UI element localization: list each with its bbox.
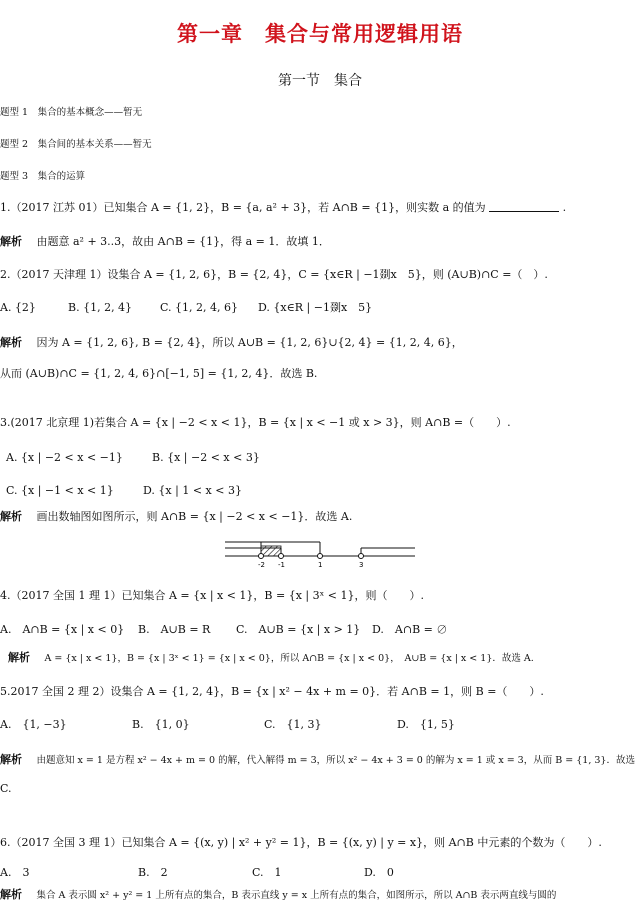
q5-option-b: B. {1, 0} (132, 718, 190, 731)
q3-solution-text: 画出数轴图如图所示，则 A∩B = {x | −2 < x < −1}．故选 A. (36, 510, 353, 523)
point-1 (318, 554, 323, 559)
q3-option-b: B. {x | −2 < x < 3} (152, 451, 260, 464)
q5-solution-text-1: 由题意知 x = 1 是方程 x² − 4x + m = 0 的解，代入解得 m = 3，所以 x² − 4x + 3 = 0 的解为 x = 1 或 x = 3，从而 B = {1, 3}．故选 (36, 755, 635, 766)
q3-option-d: D. {x | 1 < x < 3} (143, 484, 242, 497)
q5-solution-line-2: C. (0, 782, 12, 795)
q6-option-b: B. 2 (138, 866, 168, 879)
q5-solution-line-1 (0, 753, 640, 768)
q2-solution-line-2: 从而 (A∪B)∩C = {1, 2, 4, 6}∩[−1, 5] = {1, 2, 4}．故选 B. (0, 367, 318, 380)
tick-label-neg1: -1 (278, 561, 285, 569)
q5-stem: 5.2017 全国 2 理 2）设集合 A = {1, 2, 4}，B = {x | x² − 4x + m = 0}．若 A∩B = 1，则 B =（ ）. (0, 685, 544, 698)
q4-solution (8, 651, 534, 666)
q6-option-a: A. 3 (0, 866, 30, 879)
q1-solution-label: 解析 (0, 235, 22, 248)
q1-solution (0, 235, 330, 249)
type-2-heading: 题型 2 集合间的基本关系——暂无 (0, 139, 152, 150)
tick-label-1: 1 (318, 561, 323, 569)
type-1-heading: 题型 1 集合的基本概念——暂无 (0, 107, 143, 118)
q1-stem-line (0, 201, 566, 215)
q4-option-b: B. A∪B = R (138, 623, 211, 636)
tick-label-3: 3 (359, 561, 364, 569)
q3-option-c: C. {x | −1 < x < 1} (6, 484, 114, 497)
q5-option-a: A. {1, −3} (0, 718, 67, 731)
q6-solution (0, 888, 640, 903)
q3-solution-label: 解析 (0, 510, 22, 523)
chapter-title: 第一章 集合与常用逻辑用语 (177, 21, 463, 46)
q4-solution-label: 解析 (8, 651, 30, 664)
q3-option-a: A. {x | −2 < x < −1} (6, 451, 123, 464)
point-3 (359, 554, 364, 559)
q1-answer-blank (489, 201, 559, 212)
q6-option-c: C. 1 (252, 866, 282, 879)
q2-solution-line-1 (0, 336, 463, 350)
q6-solution-label: 解析 (0, 888, 22, 901)
type-3-heading: 题型 3 集合的运算 (0, 171, 86, 182)
q2-option-b: B. {1, 2, 4} (68, 301, 133, 314)
q4-solution-text: A = {x | x < 1}，B = {x | 3ˣ < 1} = {x | x < 0}，所以 A∩B = {x | x < 0}， A∪B = {x | x < 1}．故选 A. (44, 653, 534, 664)
q4-stem: 4.（2017 全国 1 理 1）已知集合 A = {x | x < 1}，B = {x | 3ˣ < 1}，则（ ）. (0, 589, 424, 602)
q4-option-d: D. A∩B = ∅ (372, 623, 448, 636)
q6-stem: 6.（2017 全国 3 理 1）已知集合 A = {(x, y) | x² + y² = 1}，B = {(x, y) | y = x}，则 A∩B 中元素的个数为（ ）. (0, 836, 602, 849)
q1-stem-tail: . (562, 201, 567, 214)
q6-solution-text: 集合 A 表示圆 x² + y² = 1 上所有点的集合，B 表示直线 y = x 上所有点的集合，如图所示，所以 A∩B 表示两直线与圆的 (36, 890, 557, 901)
q5-solution-label: 解析 (0, 753, 22, 766)
q1-stem: 1.（2017 江苏 01）已知集合 A = {1, 2}，B = {a, a² + 3}，若 A∩B = {1}，则实数 a 的值为 (0, 201, 486, 214)
number-line-figure (225, 536, 420, 570)
point-neg2 (259, 554, 264, 559)
q2-option-c: C. {1, 2, 4, 6} (160, 301, 238, 314)
q3-solution (0, 510, 352, 524)
q2-solution-text-1: 因为 A = {1, 2, 6}, B = {2, 4}，所以 A∪B = {1, 2, 6}∪{2, 4} = {1, 2, 4, 6}， (36, 336, 463, 349)
q1-solution-text: 由题意 a² + 3..3，故由 A∩B = {1}，得 a = 1．故填 1． (36, 235, 330, 248)
q4-option-a: A. A∩B = {x | x < 0} (0, 623, 125, 636)
q2-stem: 2.（2017 天津理 1）设集合 A = {1, 2, 6}，B = {2, 4}，C = {x∈R | −1剟x 5}，则 (A∪B)∩C =（ ）. (0, 268, 548, 281)
q4-option-c: C. A∪B = {x | x > 1} (236, 623, 361, 636)
q2-option-d: D. {x∈R | −1剟x 5} (258, 301, 373, 314)
q5-option-d: D. {1, 5} (397, 718, 455, 731)
q5-option-c: C. {1, 3} (264, 718, 322, 731)
point-neg1 (279, 554, 284, 559)
q3-stem: 3.(2017 北京理 1)若集合 A = {x | −2 < x < 1}，B = {x | x < −1 或 x > 3}，则 A∩B =（ ）. (0, 416, 511, 429)
q2-solution-label: 解析 (0, 336, 22, 349)
section-title: 第一节 集合 (278, 73, 362, 89)
q6-option-d: D. 0 (364, 866, 394, 879)
q2-option-a: A. {2} (0, 301, 36, 314)
tick-label-neg2: -2 (258, 561, 265, 569)
